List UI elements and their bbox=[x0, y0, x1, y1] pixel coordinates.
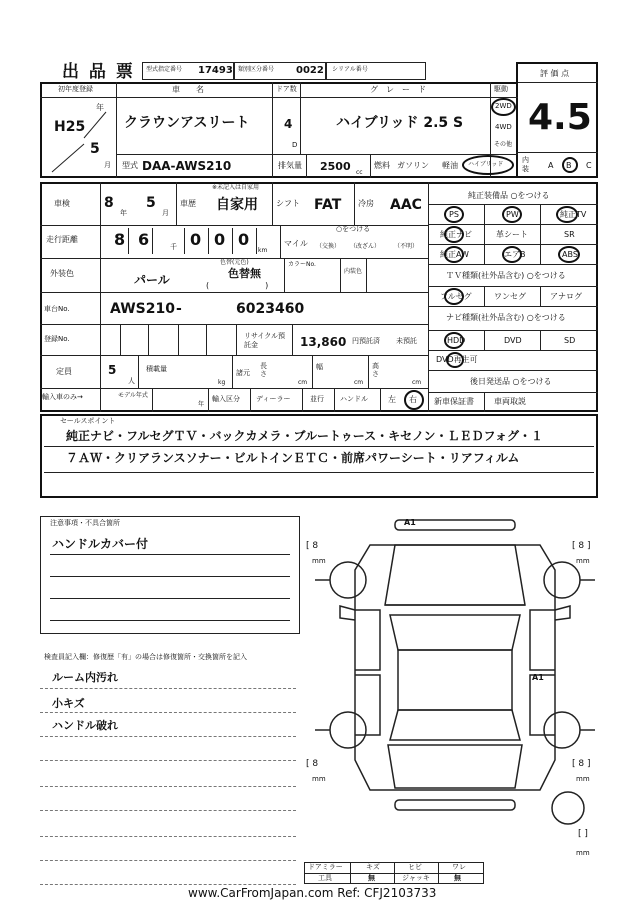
drive-2wd: 2WD bbox=[495, 102, 512, 110]
reg-year: H25 bbox=[54, 119, 86, 135]
tire-rl-bracket: [ 8 bbox=[306, 759, 319, 769]
year-unit-2: 年 bbox=[198, 401, 205, 408]
recycle-label: リサイクル預託金 bbox=[244, 332, 286, 349]
thousand-unit: 千 bbox=[170, 243, 177, 251]
year-unit: 年 bbox=[120, 209, 127, 217]
score-label: 評 価 点 bbox=[540, 69, 570, 78]
front-damage-mark: A1 bbox=[404, 518, 416, 527]
tire-rr-mm: mm bbox=[576, 775, 590, 783]
cc-unit: cc bbox=[356, 169, 363, 176]
chassis-no: 6023460 bbox=[236, 301, 305, 317]
color-value: パール bbox=[134, 273, 170, 287]
circle-note: ○をつける bbox=[336, 225, 371, 233]
chassis-label: 車台No. bbox=[44, 305, 70, 313]
sales-points-line1: 純正ナビ・フルセグＴＶ・バックカメラ・ブルートゥース・キセノン・ＬＥＤフォグ・１ bbox=[66, 429, 543, 443]
model-type: DAA-AWS210 bbox=[142, 159, 232, 173]
import-label: 輸入車のみ→ bbox=[42, 393, 83, 401]
class-no: 0022 bbox=[296, 65, 324, 76]
usage-label: 車歴 bbox=[180, 199, 196, 208]
sales-points-line2: ７ＡＷ・クリアランスソナー・ビルトインＥＴＣ・前席パワーシート・リアフィルム bbox=[66, 451, 520, 465]
legend-r4: 無 bbox=[454, 874, 461, 882]
inspector-label: 検査員記入欄：修復歴「有」の場合は修復箇所・交換箇所を記入 bbox=[44, 653, 247, 661]
spare-mm: mm bbox=[576, 849, 590, 857]
grade-value: ハイブリッド 2.5 S bbox=[336, 115, 464, 131]
navi-sd: SD bbox=[564, 336, 576, 345]
tire-fl-bracket: [ 8 bbox=[306, 541, 319, 551]
mileage-digit-1: 8 bbox=[114, 230, 126, 249]
inspector-line-2: 小キズ bbox=[52, 697, 85, 710]
recycle-status2: 未預託 bbox=[396, 337, 417, 345]
tire-fr-mm: mm bbox=[576, 557, 590, 565]
name-label: 車 名 bbox=[172, 85, 204, 94]
unknown-label: （不明） bbox=[394, 243, 419, 250]
mileage-digit-2: 6 bbox=[138, 230, 150, 249]
recycle-amount: 13,860 bbox=[300, 335, 347, 349]
width-label: 幅 bbox=[316, 363, 323, 371]
capacity-value: 5 bbox=[108, 363, 117, 377]
navi-title: ナビ種類(社外品含む) ○をつける bbox=[446, 313, 566, 322]
cm-unit-3: cm bbox=[412, 379, 422, 386]
interior-label: 内装 bbox=[522, 156, 529, 173]
km-unit: km bbox=[258, 247, 268, 254]
model-cert-no: 17493 bbox=[198, 65, 233, 76]
ac-value: AAC bbox=[390, 197, 422, 213]
tire-rl-value: 8 bbox=[312, 759, 319, 769]
drive-label: 駆動 bbox=[494, 85, 508, 93]
dvd-play: DVD再生可 bbox=[436, 355, 478, 364]
color-paren: ( ) bbox=[206, 281, 269, 290]
color-change: 色替無 bbox=[228, 267, 261, 280]
tire-rl-mm: mm bbox=[312, 775, 326, 783]
serial-label: シリアル番号 bbox=[332, 66, 368, 73]
chassis-dash: - bbox=[176, 301, 182, 317]
month-label: 月 bbox=[104, 161, 111, 169]
tire-fr-bracket: [ 8 ] bbox=[572, 541, 591, 551]
navi-hdd: HDD bbox=[447, 336, 466, 345]
mile-label: マイル bbox=[284, 239, 308, 248]
import-parallel: 並行 bbox=[310, 395, 324, 403]
mileage-digit-5: 0 bbox=[238, 230, 250, 249]
legend-r3: ジャッキ bbox=[402, 874, 430, 882]
shift-label: シフト bbox=[276, 199, 300, 208]
tire-fr-value: 8 bbox=[578, 541, 585, 551]
doors-label: ドア数 bbox=[276, 85, 297, 93]
model-year-label: モデル年式 bbox=[118, 392, 148, 399]
month-unit: 月 bbox=[162, 209, 169, 217]
import-dealer: ディーラー bbox=[256, 395, 291, 403]
handle-label: ハンドル bbox=[340, 395, 368, 403]
kg-unit: kg bbox=[218, 379, 226, 386]
sales-points-label: セールスポイント bbox=[60, 417, 116, 425]
reg-label: 初年度登録 bbox=[58, 85, 93, 93]
notes-box bbox=[40, 516, 300, 634]
inspection-year: 8 bbox=[104, 195, 114, 211]
size-label: 諸元 bbox=[236, 369, 250, 377]
tire-rr-bracket: [ 8 ] bbox=[572, 759, 591, 769]
inspector-line-3: ハンドル破れ bbox=[52, 719, 118, 732]
inspection-month: 5 bbox=[146, 195, 156, 211]
tv-analog: アナログ bbox=[550, 292, 582, 301]
legend-r1: 工具 bbox=[318, 874, 332, 882]
handle-left: 左 bbox=[388, 395, 396, 404]
tv-fullseg: フルセグ bbox=[440, 292, 472, 301]
capacity-label: 定員 bbox=[56, 367, 72, 376]
color-orig-label: 色替(元色) bbox=[220, 259, 249, 266]
fuel-gasoline: ガソリン bbox=[397, 161, 429, 170]
equip-ps: PS bbox=[449, 210, 459, 219]
fuel-label: 燃料 bbox=[374, 161, 390, 170]
ac-label: 冷房 bbox=[358, 199, 374, 208]
equip-navi: 純正ナビ bbox=[440, 230, 472, 239]
int-color-label: 内装色 bbox=[344, 268, 363, 275]
tire-fl-value: 8 bbox=[312, 541, 319, 551]
door-suffix: D bbox=[292, 141, 298, 149]
navi-dvd: DVD bbox=[504, 336, 522, 345]
grade-col-label: グ レ ー ド bbox=[370, 85, 426, 94]
displacement-label: 排気量 bbox=[278, 161, 302, 170]
recycle-status1: 円預託済 bbox=[352, 337, 380, 345]
reg-month: 5 bbox=[90, 141, 100, 157]
drive-other: その他 bbox=[494, 141, 513, 148]
load-label: 積載量 bbox=[146, 365, 167, 373]
mileage-digit-4: 0 bbox=[214, 230, 226, 249]
shift-value: FAT bbox=[314, 197, 342, 213]
car-damage-diagram bbox=[300, 510, 600, 880]
fuel-diesel: 軽油 bbox=[442, 161, 458, 170]
swap-label: （交換） bbox=[316, 243, 341, 250]
class-label: 類別区分番号 bbox=[238, 66, 275, 73]
tv-oneseg: ワンセグ bbox=[494, 292, 526, 301]
import-class-label: 輸入区分 bbox=[212, 395, 240, 403]
handle-right: 右 bbox=[409, 395, 417, 404]
interior-a: A bbox=[548, 161, 554, 170]
notes-line1: ハンドルカバー付 bbox=[52, 537, 149, 551]
equip-tv: 純正TV bbox=[560, 210, 587, 219]
equip-airbag: エアB bbox=[504, 250, 526, 259]
length-label: 長さ bbox=[260, 362, 267, 378]
inspector-line-1: ルーム内汚れ bbox=[52, 671, 118, 684]
cm-unit-1: cm bbox=[298, 379, 308, 386]
doors-value: 4 bbox=[284, 117, 293, 131]
legend-h1: ドアミラー bbox=[308, 863, 343, 871]
displacement-value: 2500 bbox=[320, 160, 351, 173]
year-label: 年 bbox=[96, 103, 104, 112]
chassis-prefix: AWS210 bbox=[110, 301, 175, 317]
side-damage-mark: A1 bbox=[532, 673, 544, 682]
tv-title: ＴＶ種類(社外品含む) ○をつける bbox=[446, 271, 566, 280]
color-label: 外装色 bbox=[50, 269, 74, 278]
mileage-digit-3: 0 bbox=[190, 230, 202, 249]
legend-r2: 無 bbox=[368, 874, 375, 882]
cm-unit-2: cm bbox=[354, 379, 364, 386]
model-type-label: 型式 bbox=[122, 161, 138, 170]
car-name: クラウンアスリート bbox=[124, 115, 250, 131]
after-title: 後日発送品 ○をつける bbox=[470, 377, 552, 386]
equip-title: 純正装備品 ○をつける bbox=[468, 191, 550, 200]
inspection-label: 車検 bbox=[54, 199, 70, 208]
legend-h2: キズ bbox=[366, 863, 380, 871]
page-title: 出 品 票 bbox=[62, 62, 135, 82]
fuel-hybrid: ハイブリッド bbox=[468, 161, 504, 168]
usage-note: ※未記入は自家用 bbox=[212, 184, 260, 191]
usage-value: 自家用 bbox=[216, 197, 258, 213]
notes-label: 注意事項・不具合箇所 bbox=[50, 519, 120, 527]
mileage-label: 走行距離 bbox=[46, 235, 78, 244]
equip-sr: SR bbox=[564, 230, 575, 239]
equip-leather: 革シート bbox=[496, 230, 528, 239]
score-value: 4.5 bbox=[528, 97, 592, 138]
legend-h3: ヒビ bbox=[408, 863, 422, 871]
tire-rr-value: 8 bbox=[578, 759, 585, 769]
interior-b: B bbox=[566, 161, 572, 170]
legend-h4: ワレ bbox=[452, 863, 466, 871]
spare-bracket: [ ] bbox=[578, 829, 588, 839]
color-no-label: カラーNo. bbox=[288, 261, 316, 268]
after-manual: 車両取説 bbox=[494, 397, 526, 406]
after-warranty: 新車保証書 bbox=[434, 397, 474, 406]
regno-label: 登録No. bbox=[44, 335, 70, 343]
height-label: 高さ bbox=[372, 362, 379, 378]
tire-fl-mm: mm bbox=[312, 557, 326, 565]
watermark: www.CarFromJapan.com Ref: CFJ2103733 bbox=[188, 886, 437, 900]
interior-c: C bbox=[586, 161, 592, 170]
equip-pw: PW bbox=[506, 210, 519, 219]
capacity-unit: 人 bbox=[128, 377, 135, 385]
equip-aw: 純正AW bbox=[440, 250, 469, 259]
model-cert-label: 型式指定番号 bbox=[146, 66, 183, 73]
tamper-label: （改ざん） bbox=[350, 243, 381, 250]
drive-4wd: 4WD bbox=[495, 123, 512, 131]
equip-abs: ABS bbox=[562, 250, 578, 259]
